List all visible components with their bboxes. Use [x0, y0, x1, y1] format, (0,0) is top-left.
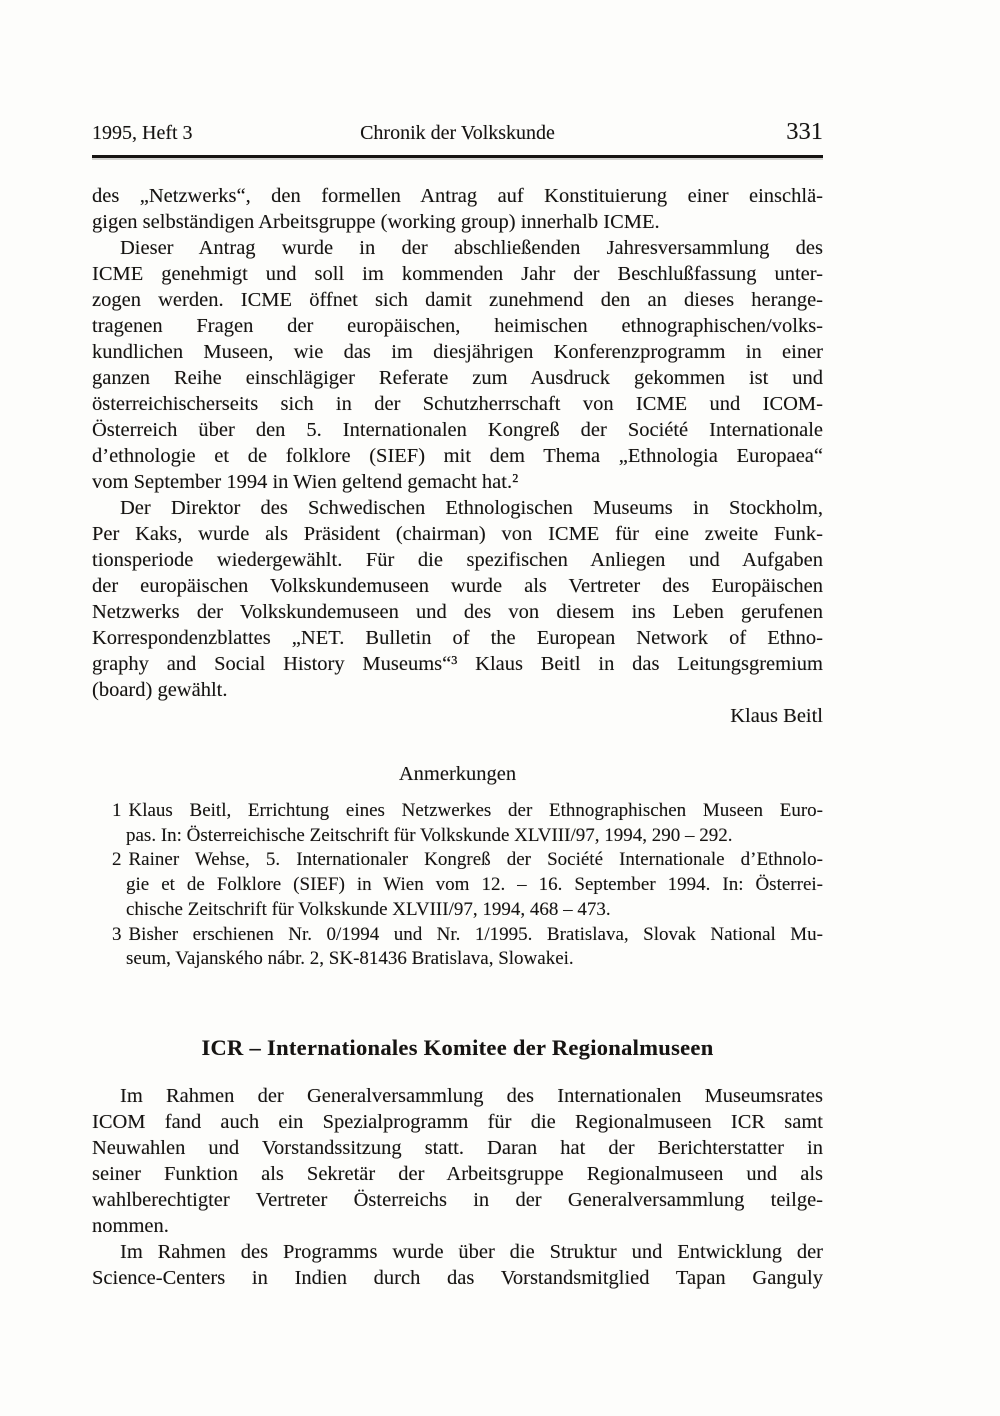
text-line: gigen selbständigen Arbeitsgruppe (working group) innerhalb ICME.	[92, 211, 660, 233]
text-line: der europäischen Volkskundemuseen wurde als Vertreter des Europäischen	[92, 575, 823, 597]
text-line: tionsperiode wiedergewählt. Für die spezifischen Anliegen und Aufgaben	[92, 549, 823, 571]
text-line: Österreich über den 5. Internationalen Kongreß der Société Internationale	[92, 419, 823, 441]
header-rule	[92, 155, 823, 158]
footnote-number: 3	[112, 923, 122, 945]
author-signature: Klaus Beitl	[730, 705, 823, 727]
text-line: seiner Funktion als Sekretär der Arbeitsgruppe Regionalmuseen und als	[92, 1162, 823, 1185]
page-content	[92, 183, 823, 1291]
text-line: ganzen Reihe einschlägiger Referate zum Ausdruck gekommen ist und	[92, 367, 823, 389]
text-line: österreichischerseits sich in der Schutzherrschaft von ICME und ICOM-	[92, 393, 823, 415]
page-number: 331	[786, 118, 824, 145]
article2-body	[92, 1083, 823, 1291]
text-line: des „Netzwerks“, den formellen Antrag auf Konstituierung einer einschlä-	[92, 185, 823, 207]
page-header	[92, 119, 823, 146]
footnote-line: chische Zeitschrift für Volkskunde XLVIII/97, 1994, 468 – 473.	[126, 898, 611, 920]
text-line: (board) gewählt.	[92, 679, 228, 701]
text-line: Per Kaks, wurde als Präsident (chairman) von ICME für eine zweite Funk-	[92, 523, 823, 545]
footnote-line: gie et de Folklore (SIEF) in Wien vom 12. – 16. September 1994. In: Österrei-	[126, 874, 823, 896]
text-line: ICOM fand auch ein Spezialprogramm für die Regionalmuseen ICR samt	[92, 1110, 823, 1133]
text-line: Netzwerks der Volkskundemuseen und des von diesem ins Leben gerufenen	[92, 601, 823, 623]
journal-issue: 1995, Heft 3	[92, 122, 193, 144]
text-line: Der Direktor des Schwedischen Ethnologischen Museums in Stockholm,	[120, 497, 823, 519]
footnote-line: 3 Bisher erschienen Nr. 0/1994 und Nr. 1/1995. Bratislava, Slovak National Mu-	[112, 923, 823, 945]
footnote-number: 2	[112, 849, 122, 871]
footnote-line: seum, Vajanského nábr. 2, SK-81436 Bratislava, Slowakei.	[126, 948, 574, 970]
journal-title: Chronik der Volkskunde	[360, 122, 555, 144]
text-line: vom September 1994 in Wien geltend gemacht hat.²	[92, 471, 519, 493]
notes-heading: Anmerkungen	[398, 763, 517, 785]
text-line: nommen.	[92, 1214, 169, 1237]
text-line: Neuwahlen und Vorstandssitzung statt. Daran hat der Berichterstatter in	[92, 1136, 823, 1159]
text-line: Im Rahmen des Programms wurde über die Struktur und Entwicklung der	[120, 1240, 823, 1263]
text-line: Science-Centers in Indien durch das Vorstandsmitglied Tapan Ganguly	[92, 1266, 823, 1289]
section-heading: ICR – Internationales Komitee der Regionalmuseen	[201, 1034, 714, 1060]
text-line: Dieser Antrag wurde in der abschließenden Jahresversammlung des	[120, 237, 823, 259]
text-line: Korrespondenzblattes „NET. Bulletin of the European Network of Ethno-	[92, 627, 823, 649]
footnote-line: pas. In: Österreichische Zeitschrift für Volkskunde XLVIII/97, 1994, 290 – 292.	[126, 824, 733, 846]
text-line: zogen werden. ICME öffnet sich damit zunehmend den an dieses herange-	[92, 289, 823, 311]
text-line: Im Rahmen der Generalversammlung des Internationalen Museumsrates	[120, 1084, 823, 1107]
text-line: kundlichen Museen, wie das im diesjährigen Konferenzprogramm in einer	[92, 341, 823, 363]
text-line: d’ethnologie et de folklore (SIEF) mit dem Thema „Ethnologia Europaea“	[92, 445, 823, 467]
text-line: wahlberechtigter Vertreter Österreichs in der Generalversammlung teilge-	[92, 1188, 823, 1211]
text-line: graphy and Social History Museums“³ Klaus Beitl in das Leitungsgremium	[92, 653, 823, 675]
text-line: tragenen Fragen der europäischen, heimischen ethnographischen/volks-	[92, 315, 823, 337]
footnote-number: 1	[112, 800, 122, 821]
text-line: ICME genehmigt und soll im kommenden Jahr der Beschlußfassung unter-	[92, 263, 823, 285]
article1-body	[92, 183, 823, 703]
footnotes-block	[112, 799, 823, 972]
footnote-line: 2 Rainer Wehse, 5. Internationaler Kongreß der Société Internationale d’Ethnolo-	[112, 849, 823, 871]
footnote-line: 1 Klaus Beitl, Errichtung eines Netzwerkes der Ethnographischen Museen Euro-	[112, 800, 823, 821]
